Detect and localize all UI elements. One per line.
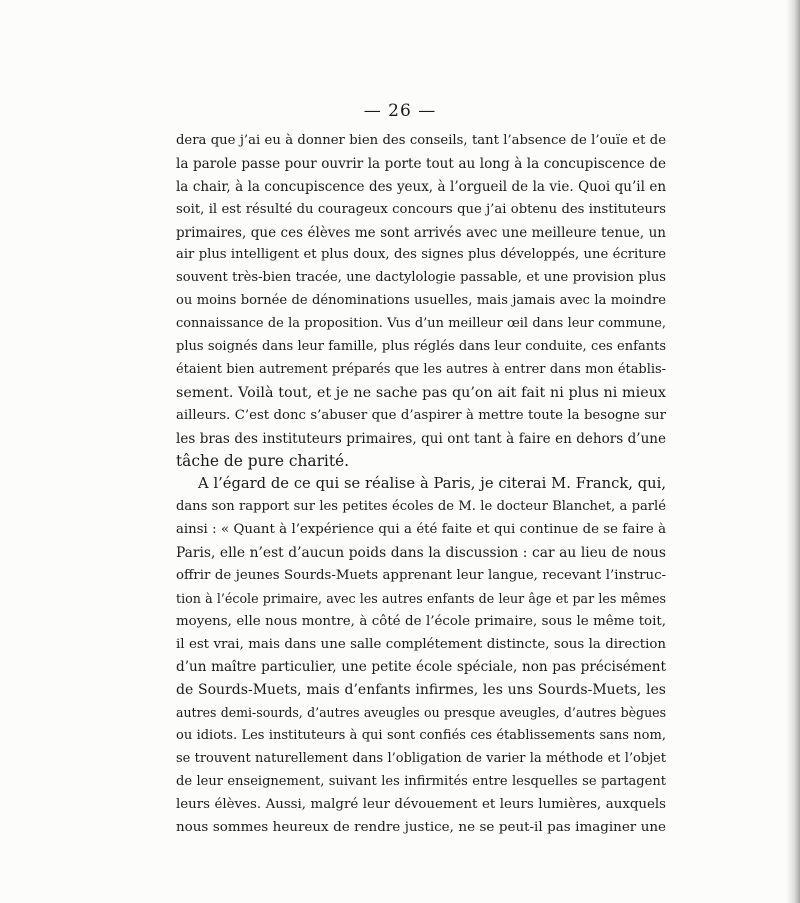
text-line: tâche de pure charité.: [176, 452, 350, 471]
text-line: air plus intelligent et plus doux, des signes plus développés, une écriture: [176, 247, 666, 263]
text-line: moyens, elle nous montre, à côté de l’école primaire, sous le même toit,: [176, 613, 666, 629]
text-line: de Sourds-Muets, mais d’enfants infirmes, les uns Sourds-Muets, les: [176, 682, 666, 699]
text-line: leurs élèves. Aussi, malgré leur dévouement et leurs lumières, auxquels: [176, 796, 666, 812]
text-line: primaires, que ces élèves me sont arrivés avec une meilleure tenue, un: [176, 224, 666, 241]
text-line: les bras des instituteurs primaires, qui ont tant à faire en dehors d’une: [176, 430, 666, 447]
text-line: la chair, à la concupiscence des yeux, à l’orgueil de la vie. Quoi qu’il en: [176, 178, 666, 195]
body-text: [176, 130, 666, 840]
text-line: autres demi-sourds, d’autres aveugles ou presque aveugles, d’autres bègues: [176, 705, 666, 721]
text-line: soit, il est résulté du courageux concours que j’ai obtenu des instituteurs: [176, 201, 666, 217]
text-line: dera que j’ai eu à donner bien des conseils, tant l’absence de l’ouïe et de: [176, 133, 666, 148]
text-line: connaissance de la proposition. Vus d’un meilleur œil dans leur commune,: [176, 316, 666, 332]
text-line: ou moins bornée de dénominations usuelles, mais jamais avec la moindre: [176, 293, 666, 309]
text-line: tion à l’école primaire, avec les autres enfants de leur âge et par les mêmes: [176, 590, 666, 606]
text-line: plus soignés dans leur famille, plus réglés dans leur conduite, ces enfants: [176, 339, 666, 355]
page-number: — 26 —: [363, 101, 437, 121]
text-line: ainsi : « Quant à l’expérience qui a été faite et qui continue de se faire à: [176, 522, 666, 538]
text-line: A l’égard de ce qui se réalise à Paris, je citerai M. Franck, qui,: [198, 475, 666, 493]
text-line: Paris, elle n’est d’aucun poids dans la discussion : car au lieu de nous: [176, 545, 666, 562]
text-line: étaient bien autrement préparés que les autres à entrer dans mon établis-: [176, 361, 666, 377]
text-line: ailleurs. C’est donc s’abuser que d’aspirer à mettre toute la besogne sur: [176, 407, 666, 423]
text-line: offrir de jeunes Sourds-Muets apprenant leur langue, recevant l’instruc-: [176, 567, 666, 583]
text-line: la parole passe pour ouvrir la porte tout au long à la concupiscence de: [176, 155, 666, 172]
text-line: d’un maître particulier, une petite école spéciale, non pas précisément: [176, 659, 666, 676]
text-line: de leur enseignement, suivant les infirmités entre lesquelles se partagent: [176, 773, 666, 789]
text-line: souvent très-bien tracée, une dactylologie passable, et une provision plus: [176, 270, 666, 286]
text-line: se trouvent naturellement dans l’obligation de varier la méthode et l’objet: [176, 751, 666, 767]
text-line: sement. Voilà tout, et je ne sache pas qu’on ait fait ni plus ni mieux: [176, 384, 666, 401]
text-line: ou idiots. Les instituteurs à qui sont confiés ces établissements sans nom,: [176, 728, 666, 744]
text-line: nous sommes heureux de rendre justice, ne se peut-il pas imaginer une: [176, 819, 666, 835]
page-edge-shadow: [786, 0, 800, 903]
text-line: dans son rapport sur les petites écoles de M. le docteur Blanchet, a parlé: [176, 499, 666, 515]
text-line: il est vrai, mais dans une salle complétement distincte, sous la direction: [176, 636, 666, 652]
